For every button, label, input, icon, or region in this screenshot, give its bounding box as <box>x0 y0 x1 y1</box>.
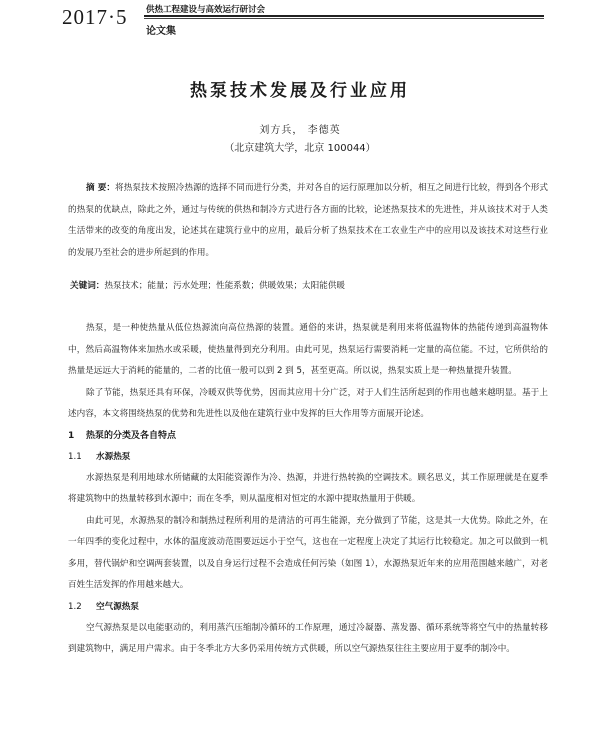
keywords-label: 关键词： <box>70 281 105 291</box>
journal-year-issue: 2017·5 <box>62 5 128 29</box>
section-title: 热泵的分类及各自特点 <box>86 430 177 441</box>
keywords <box>70 279 548 291</box>
subsection-title: 空气源热泵 <box>96 601 139 612</box>
article-authors: 刘方兵， 李德英 <box>259 125 341 136</box>
subsection-heading-1-2 <box>68 597 548 618</box>
header-rule-thin <box>144 18 544 19</box>
paragraph-intro: 热泵，是一种使热量从低位热源流向高位热源的装置。通俗的来讲，热泵就是利用来将低温物体的热能传递到高温物体中，然后高温物体来加热水或采暖，使热量得到充分利用。由此可见，热泵运行需要消耗一定量的高位能。不过，它所供给的热量是远远大于消耗的能量的，二者的比值一般可以到 2 到 5，甚至更高。所以说，热泵实质上是一种热量提升装置。 <box>68 323 548 376</box>
subsection-title: 水源热泵 <box>96 451 131 462</box>
abstract-label: 摘 要： <box>86 183 116 193</box>
article-body <box>68 318 548 661</box>
subsection-number: 1.1 <box>68 451 82 462</box>
paragraph-air-source: 空气源热泵是以电能驱动的，利用蒸汽压缩制冷循环的工作原理，通过冷凝器、蒸发器、循环系统等将空气中的热量转移到建筑物中，满足用户需求。由于冬季北方大多仍采用传统方式供暖，所以空气源热泵往往主要应用于夏季的制冷中。 <box>68 622 548 654</box>
abstract <box>68 178 548 264</box>
section-number: 1 <box>68 430 75 441</box>
header-rule-thick <box>144 15 544 17</box>
conference-name: 供热工程建设与高效运行研讨会 <box>146 5 266 15</box>
section-heading-1 <box>68 426 548 447</box>
subsection-number: 1.2 <box>68 601 82 612</box>
paragraph-advantages: 除了节能，热泵还具有环保，冷暖双供等优势，因而其应用十分广泛，对于人们生活所起到的作用也越来越明显。基于上述内容，本文将围绕热泵的优势和先进性以及他在建筑行业中发挥的巨大作用等方面展开论述。 <box>68 387 548 419</box>
article-title: 热泵技术发展及行业应用 <box>190 81 410 101</box>
subsection-heading-1-1 <box>68 447 548 468</box>
abstract-text: 将热泵技术按照冷热源的选择不同而进行分类，并对各自的运行原理加以分析，相互之间进行比较，得到各个形式的热泵的优缺点，除此之外，通过与传统的供热和制冷方式进行各方面的比较，论述热泵技术的先进性，并从该技术对于人类生活带来的改变的角度出发，论述其在建筑行业中的应用，最后分析了热泵技术在工农业生产中的应用以及该技术对这些行业的发展乃至社会的进步所起到的作用。 <box>68 183 548 258</box>
collection-label: 论文集 <box>146 26 176 37</box>
paragraph-water-source-definition: 水源热泵是利用地球水所储藏的太阳能资源作为冷、热源，并进行热转换的空调技术。顾名思义，其工作原理就是在夏季将建筑物中的热量转移到水源中；而在冬季，则从温度相对恒定的水源中提取热量用于供暖。 <box>68 472 548 504</box>
page-header <box>0 0 600 40</box>
article-affiliation: （北京建筑大学，北京 100044） <box>224 143 376 154</box>
paragraph-water-source-advantages: 由此可见，水源热泵的制冷和制热过程所利用的是清洁的可再生能源，充分做到了节能，这是其一大优势。除此之外，在一年四季的变化过程中，水体的温度波动范围要远远小于空气，这也在一定程度上决定了其运行比较稳定。加之可以做到一机多用，替代锅炉和空调两套装置，以及自身运行过程不会造成任何污染（如图 1），水源热泵近年来的应用范围越来越广，对老百姓生活发挥的作用越来越大。 <box>68 515 548 590</box>
keywords-text: 热泵技术；能量；污水处理；性能系数；供暖效果；太阳能供暖 <box>104 281 346 291</box>
